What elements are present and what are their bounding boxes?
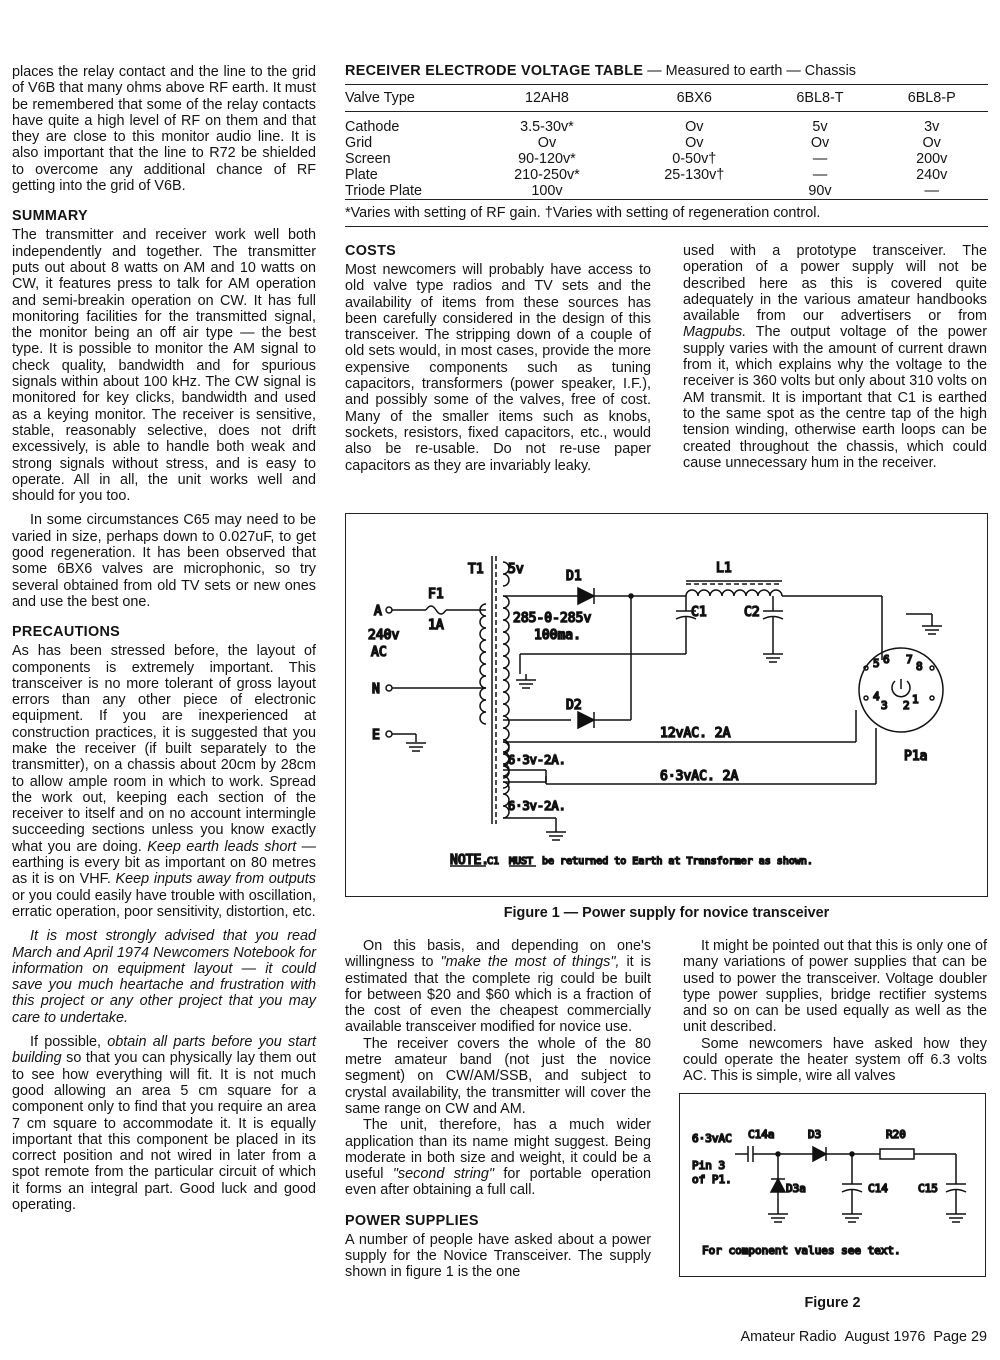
table-row (345, 112, 988, 136)
page-footer (700, 1329, 987, 1345)
label-c15: C15 (918, 1182, 938, 1195)
resistor-r20 (880, 1149, 914, 1159)
label-secondary-current: 100ma. (534, 628, 581, 643)
label-c14: C14 (868, 1182, 888, 1195)
precautions-paragraph-1: As has been stressed before, the layout of components is extremely important. This transceiver is no more tolerant of gross layout errors than any other piece of electronic equipment. If you are inexperienced at construction practices, it is suggested that you make the receiver (if built separately to the transmitter), on a chassis about 20cm by 28cm to allow ample room in which to work. Spread the work out, keeping each section of the receiver to itself and on no account intermingle succeeding sections unless you know exactly what you are doing. Keep earth leads short — earthing is every bit as important on 80 metres as it is on VHF. Keep inputs away from outputs or you could easily have trouble with oscillation, erratic operation, poor sensitivity, distortion, etc. (12, 643, 317, 920)
note-label: NOTE. (450, 853, 490, 868)
label-12vac: 12vAC. 2A (660, 726, 731, 741)
label-f1: F1 (428, 587, 444, 602)
table-header-row (345, 85, 988, 112)
figure-2-caption: Figure 2 (804, 1295, 861, 1311)
table-cell: Triode Plate (345, 183, 423, 199)
table-header-cell: 6BL8-P (907, 90, 956, 106)
precautions-heading: PRECAUTIONS (12, 624, 121, 641)
pin-8: 8 (916, 660, 923, 673)
cost-estimate-paragraph: On this basis, and depending on one's willingness to "make the most of things", it is estimated that the complete rig could be built for between $20 and $60 which is a fraction of the cost of even the cheapest commercially available transceiver modified for novice use. (345, 938, 652, 1036)
terminal-n (386, 685, 392, 691)
voltage-table-title: RECEIVER ELECTRODE VOLTAGE TABLE — Measured to earth — Chassis (345, 63, 856, 79)
label-heater-1: 6·3v-2A. (508, 753, 566, 767)
receiver-coverage-paragraph: The receiver covers the whole of the 80 metre amateur band (not just the novice segment) on CW/AM/SSB, and subject to crystal availability, the transmitter will cover the same range on CW and AM. (345, 1035, 651, 1117)
table-cell: 5v (812, 119, 828, 135)
table-row (345, 183, 988, 200)
power-supply-diagram (346, 514, 986, 895)
label-5v: 5v (508, 562, 524, 577)
table-cell: Ov (685, 119, 704, 135)
power-supplies-heading: POWER SUPPLIES (345, 1212, 479, 1229)
table-row (345, 135, 988, 151)
table-header-cell: 6BL8-T (796, 90, 844, 106)
pin-5: 5 (873, 657, 880, 670)
pin-7: 7 (906, 653, 913, 666)
table-cell: Plate (345, 167, 378, 183)
terminal-e (386, 731, 392, 737)
label-pin3: Pin 3 (692, 1159, 726, 1172)
label-d3: D3 (808, 1128, 822, 1141)
note-text: be returned to Earth at Transformer as shown. (542, 856, 813, 867)
heater-paragraph: Some newcomers have asked how they could operate the heater system off 6.3 volts AC. This is simple, wire all valves (683, 1035, 987, 1085)
table-cell: 210-250v* (514, 167, 580, 183)
label-63vac: 6·3vAC. 2A (660, 769, 739, 784)
table-cell: Grid (345, 135, 373, 151)
table-header-cell: Valve Type (345, 90, 415, 106)
label-63vac-in: 6·3vAC (692, 1132, 732, 1145)
diode-d3a (771, 1179, 785, 1192)
label-l1: L1 (716, 561, 732, 576)
label-c2: C2 (744, 605, 760, 620)
note-must: MUST (509, 856, 534, 867)
table-cell: 100v (531, 183, 563, 199)
heater-doubler-diagram (680, 1094, 984, 1275)
table-cell: 90-120v* (518, 151, 576, 167)
figure-1-schematic (345, 513, 988, 897)
fuse-f1 (426, 606, 446, 614)
label-d1: D1 (566, 569, 582, 584)
table-cell: Cathode (345, 119, 400, 135)
label-d2: D2 (566, 698, 582, 713)
table-cell (624, 183, 765, 200)
diode-d2 (578, 712, 594, 728)
column-left (12, 64, 316, 1213)
label-c1: C1 (691, 605, 707, 620)
table-cell: — (924, 183, 939, 199)
label-e: E (372, 728, 380, 743)
table-cell: 200v (916, 151, 948, 167)
pin-3: 3 (881, 699, 888, 712)
label-ac: AC (371, 645, 387, 660)
diode-d3 (813, 1147, 826, 1161)
precautions-paragraph-2: It is most strongly advised that you read March and April 1974 Newcomers Notebook for information on equipment layout — it could save you much heartache and frustration with this project or any other project that you may care to undertake. (12, 928, 316, 1026)
summary-heading: SUMMARY (12, 208, 88, 225)
choke-l1 (686, 590, 782, 596)
table-cell: — (812, 151, 828, 167)
power-supply-continued: used with a prototype transceiver. The operation of a power supply will not be described here as this is covered quite adequately in the various amateur handbooks available from our advertisers or from Magpubs. The output voltage of the power supply varies with the amount of current drawn from it, which explains why the voltage to the receiver is 360 volts but only about 310 volts on AM transmit. It is important that C1 is earthed to the same spot as the centre tap of the high tension winding, otherwise earth loops can be created throughout the chassis, which could cause unnecessary hum in the receiver. (683, 243, 987, 471)
summary-paragraph-1: The transmitter and receiver work well both independently and together. The transmitter puts out about 8 watts on AM and 10 watts on CW, it features press to talk for AM operation and semi-breakin operation on CW. It has full monitoring facilities for the transmitted signal, the monitor being an off air type — the best type. It is possible to monitor the AM signal to check quality, bandwidth and for spurious signals within about 100 kHz. The CW signal is monitored for key clicks, bandwidth and used as a keying monitor. The receiver is sensitive, stable, reasonably selective, does not drift excessively, is able to handle both weak and strong signals without stress, and is easy to operate. All in all, the unit works well and should for you too. (12, 227, 316, 505)
figure-1-caption: Figure 1 — Power supply for novice transceiver (503, 905, 830, 921)
table-footnote: *Varies with setting of RF gain. †Varies with setting of regeneration control. (345, 205, 988, 227)
table-cell: Ov (810, 135, 830, 151)
column-middle-bottom (345, 938, 651, 1281)
table-cell: 3v (924, 119, 940, 135)
diode-d1 (578, 588, 594, 604)
table-header-cell: 12AH8 (524, 90, 569, 106)
label-1a: 1A (428, 618, 444, 633)
column-right-bottom (683, 938, 987, 1085)
table-row (345, 167, 988, 183)
summary-paragraph-2: In some circumstances C65 may need to be varied in size, perhaps down to 0.027uF, to get good regeneration. It has been observed that some 6BX6 valves are microphonic, so try several obtained from old TV sets or new ones and use the best one. (12, 512, 316, 610)
label-heater-2: 6·3v-2A. (508, 799, 566, 813)
voltage-table (345, 84, 988, 200)
pin-6: 6 (883, 653, 890, 666)
footer-date: August 1976 (844, 1329, 926, 1345)
table-row (345, 151, 988, 167)
pin-1: 1 (912, 693, 919, 706)
column-middle-top (345, 243, 651, 474)
intro-paragraph: places the relay contact and the line to the grid of V6B that many ohms above RF earth. It must be remembered that some of the relay contacts have quite a high level of RF on them and that they are close to this monitor audio line. It is also important that the line to R72 be shielded to overcome any additional chance of RF getting into the grid of V6B. (12, 64, 316, 195)
application-paragraph: The unit, therefore, has a much wider application than its name might suggest. Being moderate in both size and weight, it could be a useful "second string" for portable operation even after obtaining a full call. (345, 1117, 652, 1199)
table-cell: Ov (685, 135, 704, 151)
label-c14a: C14a (748, 1128, 775, 1141)
table-cell: 240v (916, 167, 948, 183)
table-cell: Ov (922, 135, 941, 151)
label-d3a: D3a (786, 1182, 806, 1195)
label-r20: R20 (886, 1128, 906, 1141)
table-cell: 3.5-30v* (520, 119, 574, 135)
footer-page: Page 29 (933, 1329, 987, 1345)
label-of-p1: of P1. (692, 1173, 732, 1186)
pin-2: 2 (903, 699, 910, 712)
terminal-a (386, 607, 392, 613)
label-p1a: P1a (904, 749, 928, 764)
label-a: A (374, 604, 382, 619)
label-n: N (372, 682, 380, 697)
label-secondary-voltage: 285-0-285v (513, 611, 592, 626)
table-cell: Ov (537, 135, 557, 151)
table-cell: 25-130v† (664, 167, 725, 183)
note-c1: C1 (487, 856, 500, 867)
figure-2-note: For component values see text. (702, 1244, 901, 1257)
table-cell: 90v (808, 183, 832, 199)
figure-2-schematic (679, 1093, 986, 1277)
costs-paragraph: Most newcomers will probably have access to old valve type radios and TV sets and the availability of items from these sources has been carefully considered in the design of this transceiver. The stripping down of a couple of old sets would, in most cases, provide the more expensive components such as tuning capacitors, transformers (power speaker, I.F.), and possibly some of the valves, free of cost. Many of the smaller items such as knobs, sockets, resistors, fixed capacitors, etc., would also be re-usable. Do not re-use paper capacitors as they are invariably leaky. (345, 262, 651, 474)
label-t1: T1 (468, 562, 484, 577)
label-240v: 240v (368, 628, 400, 643)
footer-magazine: Amateur Radio (740, 1329, 837, 1345)
pin-4: 4 (873, 690, 880, 703)
column-right-top (683, 243, 987, 471)
precautions-paragraph-3: If possible, obtain all parts before you start building so that you can physically lay them out to see how everything will fit. It is not much good allowing an area 5 cm square for a component only to find that you require an area 7 cm square to accommodate it. It is equally important that this component be placed in its correct position and not wired in later from a spot remote from the particular circuit of which it forms an integral part. Good luck and good operating. (12, 1034, 317, 1213)
costs-heading: COSTS (345, 243, 397, 259)
table-cell: Screen (345, 151, 391, 167)
voltage-table-block (345, 63, 988, 227)
octal-socket-p1a (859, 648, 943, 732)
table-cell: 0-50v† (672, 151, 717, 167)
power-supplies-paragraph: A number of people have asked about a power supply for the Novice Transceiver. The supply shown in figure 1 is the one (345, 1231, 651, 1281)
variations-paragraph: It might be pointed out that this is only one of many variations of power supplies that can be used to power the transceiver. Voltage doubler type power supplies, bridge rectifier systems and so on can be used equally as well as the unit described. (683, 938, 987, 1036)
table-cell: — (812, 167, 828, 183)
table-header-cell: 6BX6 (676, 90, 712, 106)
primary-winding (480, 604, 486, 724)
